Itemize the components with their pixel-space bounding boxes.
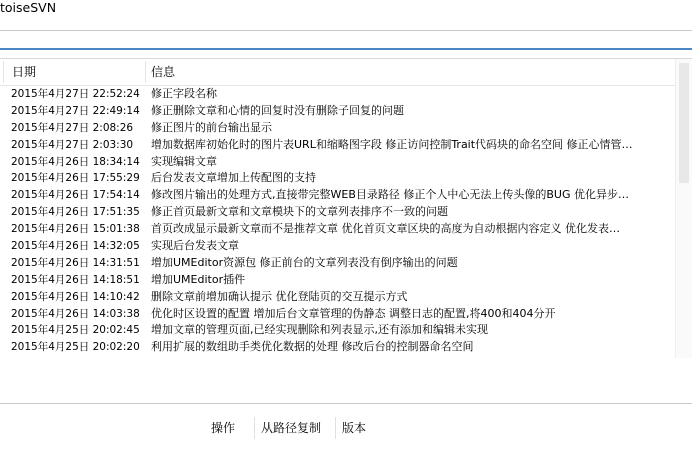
log-list-header [0,59,676,86]
log-row-message: 增加文章的管理页面,已经实现删除和列表显示,还有添加和编辑未实现 [151,323,488,337]
log-row-date: 2015年4月26日 14:32:05 [11,240,140,253]
log-row-date: 2015年4月26日 14:31:51 [11,256,140,269]
log-row-date: 2015年4月26日 14:03:38 [11,307,140,320]
log-row-date: 2015年4月26日 17:54:14 [11,189,140,202]
log-row[interactable] [0,154,676,171]
log-row[interactable] [0,255,676,272]
log-row[interactable] [0,221,676,238]
log-row[interactable] [0,322,676,339]
log-row-date: 2015年4月26日 15:01:38 [11,223,140,236]
log-row-date: 2015年4月26日 14:10:42 [11,290,140,303]
column-header-action[interactable]: 操作 [211,421,236,435]
log-row[interactable] [0,137,676,154]
log-row[interactable] [0,170,676,187]
log-row-message: 修正删除文章和心情的回复时没有删除子回复的问题 [151,103,404,117]
log-list-scrollbar[interactable] [675,59,692,358]
column-header-copy-from-path[interactable]: 从路径复制 [254,417,321,439]
log-row[interactable] [0,103,676,120]
scrollbar-thumb[interactable] [679,63,689,183]
log-row-date: 2015年4月26日 14:18:51 [11,273,140,286]
message-panel[interactable] [0,358,692,403]
log-row-message: 删除文章前增加确认提示 优化登陆页的交互提示方式 [151,289,408,303]
log-row-message: 修改图片输出的处理方式,直接带完整WEB目录路径 修正个人中心无法上传头像的BUG 优化异步… [151,188,629,202]
log-row-message: 首页改成显示最新文章而不是推荐文章 优化首页文章区块的高度为自动根据内容定义 优化发表… [151,222,620,236]
log-row[interactable] [0,120,676,137]
log-row-message: 修正字段名称 [151,87,217,100]
log-row-message: 实现后台发表文章 [151,239,239,253]
log-row-message: 修正图片的前台输出显示 [151,120,272,134]
log-row[interactable] [0,306,676,323]
title-bar [0,0,692,31]
changed-paths-panel[interactable] [0,403,692,454]
log-row[interactable] [0,204,676,221]
log-row-date: 2015年4月27日 22:52:24 [11,88,140,100]
column-header-revision[interactable]: 版本 [335,417,366,439]
log-row[interactable] [0,289,676,306]
log-row-message: 实现编辑文章 [151,154,217,168]
log-row-message: 增加数据库初始化时的图片表URL和缩略图字段 修正访问控制Trait代码块的命名空间 修正心情管… [151,137,633,151]
window-title: toiseSVN [0,0,57,15]
log-rows [0,86,676,356]
log-row-message: 增加UMEditor插件 [151,272,246,286]
log-list[interactable] [0,58,692,359]
log-row-message: 后台发表文章增加上传配图的支持 [151,171,316,185]
column-separator[interactable] [145,61,146,83]
log-row-message: 优化时区设置的配置 增加后台文章管理的伪静态 调整日志的配置,将400和404分开 [151,306,556,320]
log-row-date: 2015年4月27日 2:03:30 [11,138,134,151]
log-row-date: 2015年4月27日 2:08:26 [11,121,134,134]
log-row-date: 2015年4月27日 22:49:14 [11,104,140,117]
search-filter-bar[interactable] [0,33,692,50]
log-row-date: 2015年4月25日 20:02:45 [11,324,140,337]
log-row[interactable] [0,272,676,289]
column-separator [3,61,4,83]
log-row-date: 2015年4月26日 18:34:14 [11,155,140,168]
log-row[interactable] [0,187,676,204]
log-row[interactable] [0,86,676,103]
log-row[interactable] [0,339,676,356]
log-row-message: 利用扩展的数组助手类优化数据的处理 修改后台的控制器命名空间 [151,340,474,354]
log-row-date: 2015年4月25日 20:02:20 [11,341,140,354]
log-row-date: 2015年4月26日 17:55:29 [11,172,140,185]
column-header-message[interactable]: 信息 [151,65,176,79]
log-row-message: 增加UMEditor资源包 修正前台的文章列表没有倒序输出的问题 [151,255,458,269]
log-row[interactable] [0,238,676,255]
log-row-date: 2015年4月26日 17:51:35 [11,206,140,219]
log-row-message: 修正首页最新文章和文章模块下的文章列表排序不一致的问题 [151,205,448,219]
column-header-date[interactable]: 日期 [12,65,37,79]
